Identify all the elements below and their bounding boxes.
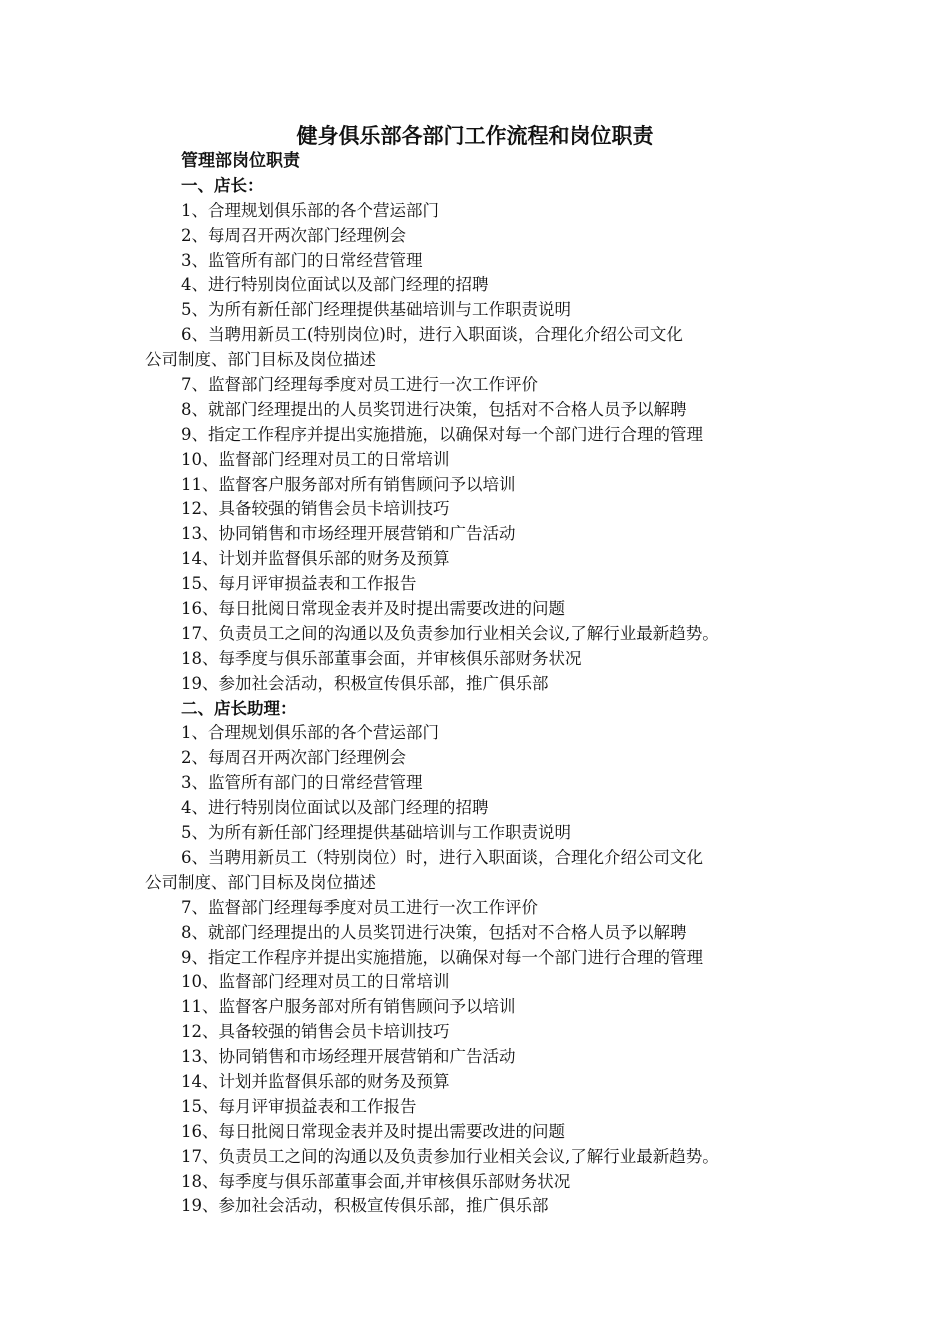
role-heading-assistant-manager: 二、店长助理：	[181, 698, 297, 718]
section-title: 管理部岗位职责	[181, 151, 300, 171]
list-item: 4、进行特别岗位面试以及部门经理的招聘	[181, 798, 489, 818]
list-item: 11、监督客户服务部对所有销售顾问予以培训	[181, 997, 516, 1017]
list-item: 3、监管所有部门的日常经营管理	[181, 250, 423, 270]
list-item: 13、协同销售和市场经理开展营销和广告活动	[181, 524, 516, 544]
list-item: 9、指定工作程序并提出实施措施，以确保对每一个部门进行合理的管理	[181, 947, 703, 967]
list-item-continuation: 公司制度、部门目标及岗位描述	[145, 350, 376, 370]
list-item: 9、指定工作程序并提出实施措施，以确保对每一个部门进行合理的管理	[181, 424, 703, 444]
list-item: 8、就部门经理提出的人员奖罚进行决策，包括对不合格人员予以解聘	[181, 922, 687, 942]
list-item: 15、每月评审损益表和工作报告	[181, 574, 417, 594]
list-item: 11、监督客户服务部对所有销售顾问予以培训	[181, 474, 516, 494]
list-item: 7、监督部门经理每季度对员工进行一次工作评价	[181, 375, 538, 395]
list-item: 10、监督部门经理对员工的日常培训	[181, 449, 450, 469]
role-heading-store-manager: 一、店长：	[181, 175, 264, 195]
list-item: 7、监督部门经理每季度对员工进行一次工作评价	[181, 897, 538, 917]
list-item: 13、协同销售和市场经理开展营销和广告活动	[181, 1047, 516, 1067]
list-item: 14、计划并监督俱乐部的财务及预算	[181, 549, 450, 569]
list-item: 3、监管所有部门的日常经营管理	[181, 773, 423, 793]
list-item: 4、进行特别岗位面试以及部门经理的招聘	[181, 275, 489, 295]
list-item: 15、每月评审损益表和工作报告	[181, 1096, 417, 1116]
list-item: 19、参加社会活动，积极宣传俱乐部，推广俱乐部	[181, 1196, 549, 1216]
list-item: 18、每季度与俱乐部董事会面,并审核俱乐部财务状况	[181, 1171, 571, 1191]
list-item: 1、合理规划俱乐部的各个营运部门	[181, 723, 439, 743]
list-item: 17、负责员工之间的沟通以及负责参加行业相关会议,了解行业最新趋势。	[181, 623, 719, 643]
list-item: 17、负责员工之间的沟通以及负责参加行业相关会议,了解行业最新趋势。	[181, 1146, 719, 1166]
list-item-continuation: 公司制度、部门目标及岗位描述	[145, 872, 376, 892]
list-item: 19、参加社会活动，积极宣传俱乐部，推广俱乐部	[181, 673, 549, 693]
list-item: 2、每周召开两次部门经理例会	[181, 225, 406, 245]
list-item: 6、当聘用新员工(特别岗位)时，进行入职面谈，合理化介绍公司文化	[181, 325, 683, 345]
list-item: 5、为所有新任部门经理提供基础培训与工作职责说明	[181, 300, 571, 320]
list-item: 18、每季度与俱乐部董事会面，并审核俱乐部财务状况	[181, 648, 582, 668]
list-item: 10、监督部门经理对员工的日常培训	[181, 972, 450, 992]
list-item: 5、为所有新任部门经理提供基础培训与工作职责说明	[181, 823, 571, 843]
list-item: 2、每周召开两次部门经理例会	[181, 748, 406, 768]
document-title: 健身俱乐部各部门工作流程和岗位职责	[296, 123, 654, 148]
list-item: 12、具备较强的销售会员卡培训技巧	[181, 499, 450, 519]
list-item: 14、计划并监督俱乐部的财务及预算	[181, 1071, 450, 1091]
list-item: 16、每日批阅日常现金表并及时提出需要改进的问题	[181, 599, 565, 619]
list-item: 1、合理规划俱乐部的各个营运部门	[181, 200, 439, 220]
list-item: 8、就部门经理提出的人员奖罚进行决策，包括对不合格人员予以解聘	[181, 399, 687, 419]
list-item: 12、具备较强的销售会员卡培训技巧	[181, 1022, 450, 1042]
document-body	[145, 149, 825, 1219]
list-item: 16、每日批阅日常现金表并及时提出需要改进的问题	[181, 1121, 565, 1141]
list-item: 6、当聘用新员工（特别岗位）时，进行入职面谈，合理化介绍公司文化	[181, 847, 703, 867]
